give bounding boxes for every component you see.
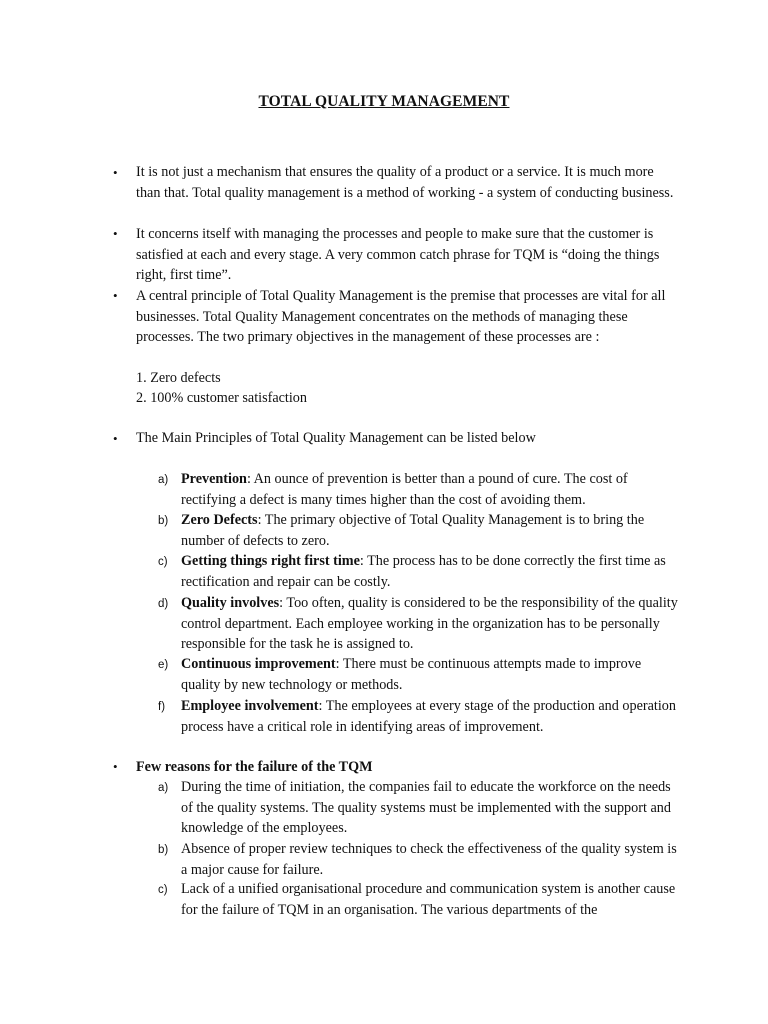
failure-item: Absence of proper review techniques to check the effectiveness of the quality system is a major cause for failure. — [181, 841, 677, 878]
principle-text: : The employees at every stage of the production and operation process have a critical role in identifying areas of improvement. — [181, 698, 676, 735]
list-marker: b) — [158, 515, 169, 527]
principle-term: Prevention — [181, 471, 247, 487]
failure-heading: Few reasons for the failure of the TQM — [136, 759, 373, 775]
principles-intro: The Main Principles of Total Quality Management can be listed below — [136, 430, 536, 446]
principle-item — [181, 696, 681, 737]
bullet-dot: • — [113, 759, 118, 774]
objective-item: 2. 100% customer satisfaction — [136, 390, 307, 406]
list-marker: e) — [158, 659, 169, 671]
principle-text: : An ounce of prevention is better than a pound of cure. The cost of rectifying a defect is many times higher than the cost of avoiding them. — [181, 471, 628, 508]
principle-item — [181, 469, 681, 510]
principle-term: Getting things right first time — [181, 553, 360, 569]
principle-text: : Too often, quality is considered to be the responsibility of the quality control department. Each employee working in the organization has to be personally responsible for the task he is assigned to. — [181, 595, 678, 653]
bullet-dot: • — [113, 431, 118, 446]
principle-term: Employee involvement — [181, 698, 319, 714]
principle-term: Quality involves — [181, 595, 280, 611]
principle-term: Continuous improvement — [181, 656, 336, 672]
principle-item — [181, 510, 681, 551]
bullet-dot: • — [113, 165, 118, 180]
list-marker: d) — [158, 598, 169, 610]
list-marker: f) — [158, 701, 166, 713]
page-title: TOTAL QUALITY MANAGEMENT — [258, 93, 510, 110]
list-marker: b) — [158, 844, 169, 856]
list-marker: a) — [158, 474, 169, 486]
bullet-paragraph: A central principle of Total Quality Management is the premise that processes are vital for all businesses. Total Quality Management concentrates on the methods of managing these processes. The two primary objectives in the management of these processes are : — [136, 288, 666, 346]
bullet-dot: • — [113, 288, 118, 303]
principle-term: Zero Defects — [181, 512, 258, 528]
list-marker: c) — [158, 556, 168, 568]
principle-item — [181, 593, 681, 655]
bullet-dot: • — [113, 226, 118, 241]
failure-item: During the time of initiation, the companies fail to educate the workforce on the needs of the quality systems. The quality systems must be implemented with the support and knowledge of the employees. — [181, 779, 671, 837]
bullet-paragraph: It concerns itself with managing the processes and people to make sure that the customer is satisfied at each and every stage. A very common catch phrase for TQM is “doing the things right, first time”. — [136, 226, 660, 284]
principle-item — [181, 654, 681, 695]
list-marker: c) — [158, 884, 168, 896]
principle-text: : The process has to be done correctly the first time as rectification and repair can be costly. — [181, 553, 666, 590]
principle-text: : The primary objective of Total Quality Management is to bring the number of defects to zero. — [181, 512, 645, 549]
objective-item: 1. Zero defects — [136, 370, 221, 386]
list-marker: a) — [158, 782, 169, 794]
bullet-paragraph: It is not just a mechanism that ensures the quality of a product or a service. It is much more than that. Total quality management is a method of working - a system of conducting business. — [136, 164, 674, 201]
failure-item: Lack of a unified organisational procedure and communication system is another cause for the failure of TQM in an organisation. The various departments of the — [181, 881, 676, 918]
principle-item — [181, 551, 681, 592]
principle-text: : There must be continuous attempts made to improve quality by new technology or methods. — [181, 656, 642, 693]
